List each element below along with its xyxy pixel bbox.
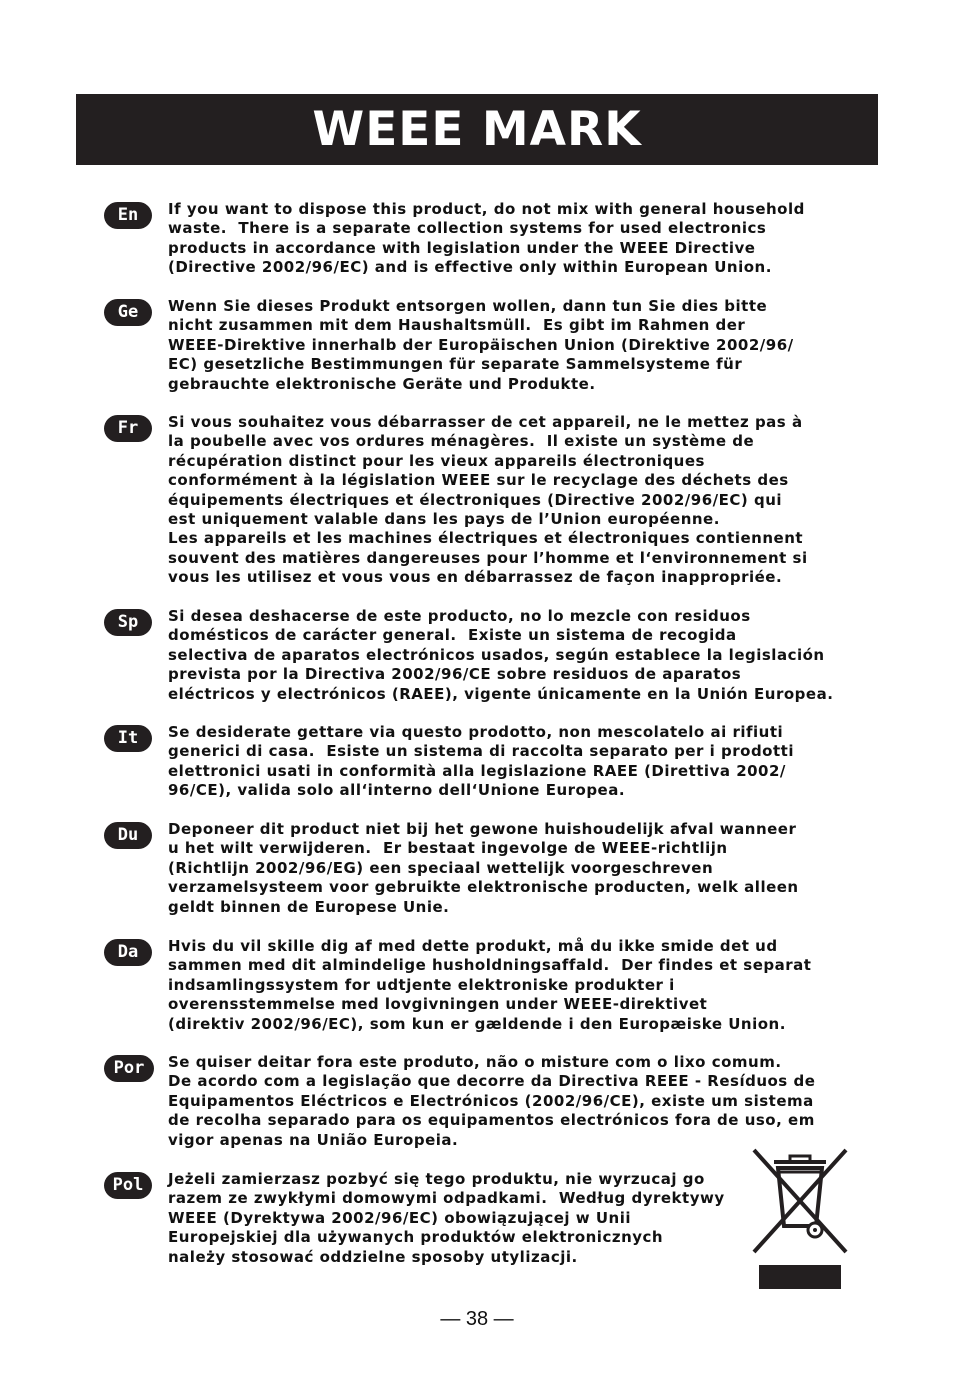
section-text-sp: Si desea deshacerse de este producto, no lo mezcle con residuos domésticos de carácter general. Existe un sistema de recogida selectiva de aparatos electrónicos usados, según establece la legislación prevista por la Directiva 2002/96/CE sobre residuos de aparatos eléctricos y electrónicos (RAEE), vigente únicamente en la Unión Europea. (168, 607, 834, 703)
section-text-fr: Si vous souhaitez vous débarrasser de cet appareil, ne le mettez pas à la poubelle avec vos ordures ménagères. Il existe un système de récupération distinct pour les vieux appareils électroniques conformément à la législation WEEE sur le recyclage des déchets des équipements électriques et électroniques (Directive 2002/96/EC) qui est uniquement valable dans les pays de l’Union européenne. Les appareils et les machines électriques et électroniques contiennent souvent des matières dangereuses pour l’homme et l‘environnement si vous les utilisez et vous vous en débarrassez de façon inappropriée. (168, 413, 808, 587)
page-number: — 38 — (440, 1308, 514, 1330)
section-text-ge: Wenn Sie dieses Produkt entsorgen wollen, dann tun Sie dies bitte nicht zusammen mit dem Haushaltsmüll. Es gibt im Rahmen der WEEE-Direktive innerhalb der Europäischen Union (Direktive 2002/96/ EC) gesetzliche Bestimmungen für separate Sammelsysteme für gebrauchte elektronische Geräte und Produkte. (168, 297, 794, 393)
language-badge-sp: Sp (104, 609, 152, 636)
language-badge-da: Da (104, 939, 152, 966)
language-badge-pol: Pol (104, 1172, 152, 1199)
language-badge-du: Du (104, 822, 152, 849)
section-text-it: Se desiderate gettare via questo prodotto, non mescolatelo ai rifiuti generici di casa. Esiste un sistema di raccolta separato per i prodotti elettronici usati in conformità alla legislazione RAEE (Direttiva 2002/ 96/CE), valida solo all‘interno dell‘Unione Europea. (168, 723, 794, 800)
section-text-pol: Jeżeli zamierzasz pozbyć się tego produktu, nie wyrzucaj go razem ze zwykłymi domowymi odpadkami. Według dyrektywy WEEE (Dyrektywa 2002/96/EC) obowiązującej w Unii Europejskiej dla używanych produktów elektronicznych należy stosować oddzielne sposoby utylizacji. (168, 1170, 725, 1266)
section-text-por: Se quiser deitar fora este produto, não o misture com o lixo comum. De acordo com a legislação que decorre da Directiva REEE - Resíduos de Equipamentos Eléctricos e Electrónicos (2002/96/CE), existe um sistema de recolha separado para os equipamentos electrónicos fora de uso, em vigor apenas na União Europeia. (168, 1053, 816, 1149)
page-title: WEEE MARK (312, 102, 642, 157)
crossed-out-wheelie-bin-icon (750, 1148, 850, 1290)
language-badge-ge: Ge (104, 299, 152, 326)
title-banner (76, 94, 878, 165)
language-badge-fr: Fr (104, 415, 152, 442)
section-text-da: Hvis du vil skille dig af med dette produkt, må du ikke smide det ud sammen med dit almindelige husholdningsaffald. Der findes et separat indsamlingssystem for udtjente elektroniske produkter i overensstemmelse med lovgivningen under WEEE-direktivet (direktiv 2002/96/EC), som kun er gældende i den Europæiske Union. (168, 937, 812, 1033)
language-badge-por: Por (104, 1055, 154, 1082)
language-badge-it: It (104, 725, 152, 752)
section-text-du: Deponeer dit product niet bij het gewone huishoudelijk afval wanneer u het wilt verwijderen. Er bestaat ingevolge de WEEE-richtlijn (Richtlijn 2002/96/EG) een speciaal wettelijk voorgeschreven verzamelsysteem voor gebruikte elektronische producten, welk alleen geldt binnen de Europese Unie. (168, 820, 799, 916)
section-text-en: If you want to dispose this product, do not mix with general household waste. There is a separate collection systems for used electronics products in accordance with legislation under the WEEE Directive (Directive 2002/96/EC) and is effective only within European Union. (168, 200, 805, 277)
language-badge-en: En (104, 202, 152, 229)
